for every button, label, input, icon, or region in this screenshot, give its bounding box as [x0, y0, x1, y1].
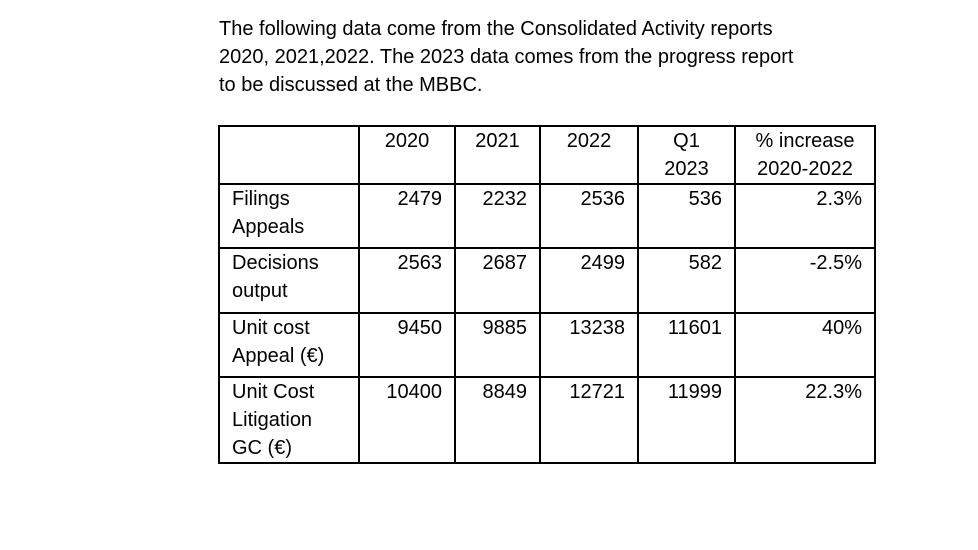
- row-label: Appeals: [232, 216, 305, 238]
- value-cell: 10400: [359, 377, 455, 463]
- header-text: 2022: [566, 130, 612, 152]
- intro-paragraph: [219, 15, 899, 99]
- table-row: [219, 184, 875, 248]
- header-text: 2021: [475, 130, 520, 152]
- value-cell: 2563: [359, 248, 455, 313]
- header-cell-empty: [219, 126, 359, 184]
- row-label-cell: [219, 184, 359, 248]
- header-text: Q1: [673, 130, 700, 152]
- value-cell: 11601: [638, 313, 735, 377]
- value-cell: 9885: [455, 313, 540, 377]
- row-label: Litigation: [232, 409, 313, 431]
- row-label: Appeal (€): [232, 345, 325, 367]
- row-label-cell: [219, 248, 359, 313]
- value-cell: 22.3%: [735, 377, 875, 463]
- intro-line: 2020, 2021,2022. The 2023 data comes from the progress report: [219, 46, 794, 68]
- table-row: [219, 248, 875, 313]
- row-label: Unit cost: [232, 317, 310, 339]
- value-cell: 2479: [359, 184, 455, 248]
- header-cell-2022: [540, 126, 638, 184]
- value-cell: 2536: [540, 184, 638, 248]
- data-table: [218, 125, 876, 464]
- header-cell-percent-increase: [735, 126, 875, 184]
- value-cell: 2687: [455, 248, 540, 313]
- table-row: [219, 377, 875, 463]
- value-cell: 582: [638, 248, 735, 313]
- table-header-row: [219, 126, 875, 184]
- header-cell-q1-2023: [638, 126, 735, 184]
- value-cell: 536: [638, 184, 735, 248]
- value-cell: 40%: [735, 313, 875, 377]
- row-label: Filings: [232, 188, 290, 210]
- value-cell: 8849: [455, 377, 540, 463]
- value-cell: 9450: [359, 313, 455, 377]
- row-label: output: [232, 280, 288, 302]
- intro-line: to be discussed at the MBBC.: [219, 74, 483, 96]
- header-cell-2021: [455, 126, 540, 184]
- table-row: [219, 313, 875, 377]
- value-cell: -2.5%: [735, 248, 875, 313]
- value-cell: 13238: [540, 313, 638, 377]
- row-label-cell: [219, 313, 359, 377]
- row-label: GC (€): [232, 437, 292, 459]
- row-label: Decisions: [232, 252, 319, 274]
- header-cell-2020: [359, 126, 455, 184]
- row-label: Unit Cost: [232, 381, 315, 403]
- value-cell: 2232: [455, 184, 540, 248]
- row-label-cell: [219, 377, 359, 463]
- value-cell: 2499: [540, 248, 638, 313]
- value-cell: 12721: [540, 377, 638, 463]
- header-text: 2020: [384, 130, 430, 152]
- header-text: 2020-2022: [757, 158, 853, 180]
- intro-line: The following data come from the Consolidated Activity reports: [219, 18, 773, 40]
- value-cell: 11999: [638, 377, 735, 463]
- header-text: 2023: [664, 158, 709, 180]
- value-cell: 2.3%: [735, 184, 875, 248]
- header-text: % increase: [755, 130, 855, 152]
